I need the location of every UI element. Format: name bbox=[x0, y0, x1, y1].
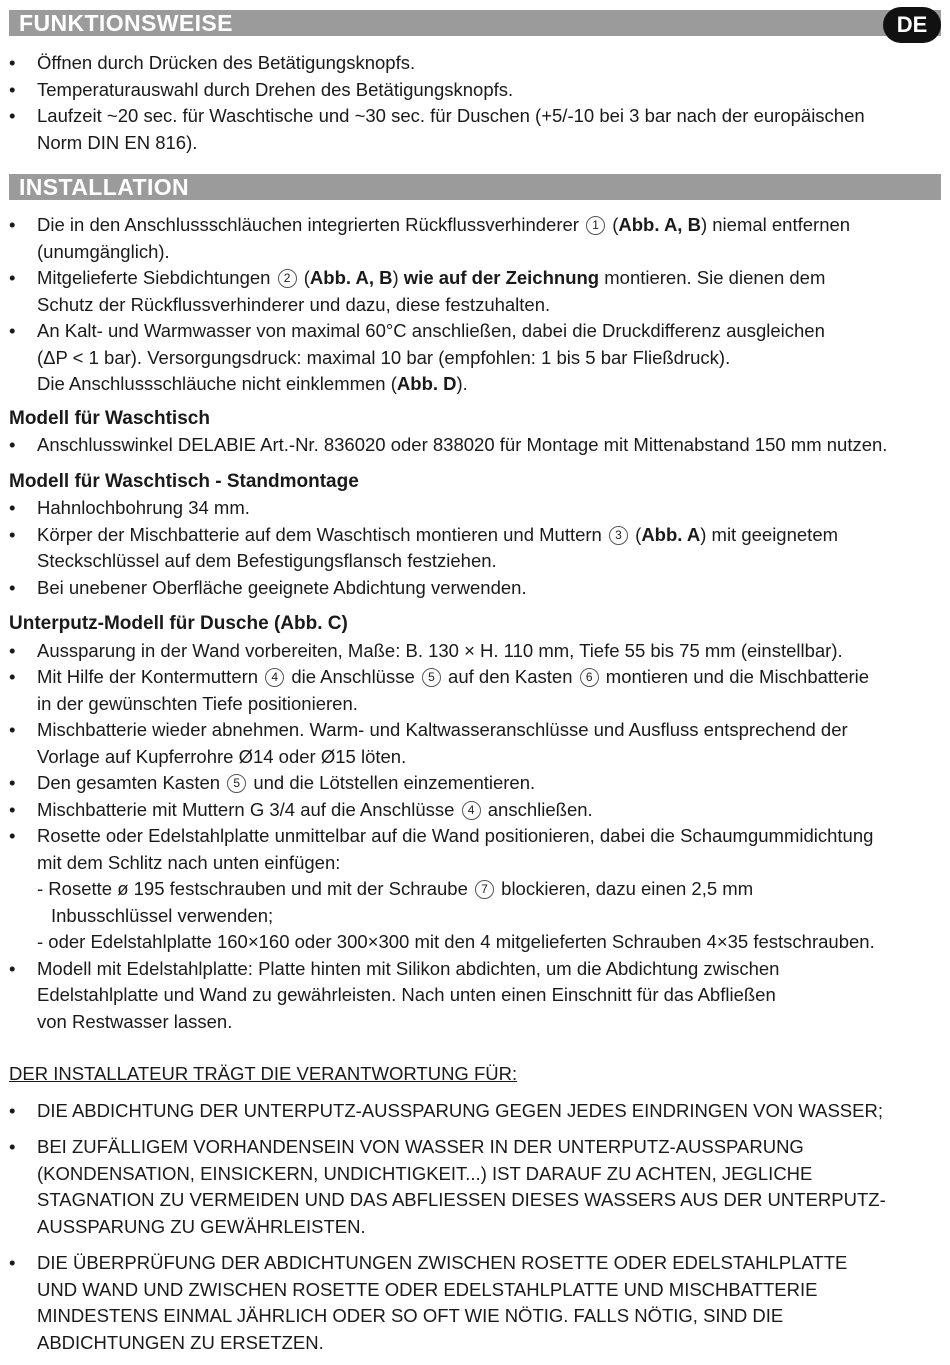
sub-list-item: - oder Edelstahlplatte 160×160 oder 300×300 mit den 4 mitgelieferten Schrauben 4×35 festschrauben. bbox=[37, 931, 875, 952]
list-item: • Temperaturauswahl durch Drehen des Betätigungsknopfs. bbox=[9, 77, 944, 104]
installation-list bbox=[9, 212, 944, 1356]
list-item: • Aussparung in der Wand vorbereiten, Maße: B. 130 × H. 110 mm, Tiefe 55 bis 75 mm (einstellbar). bbox=[9, 638, 944, 665]
subheading-unterputz: Unterputz-Modell für Dusche (Abb. C) bbox=[9, 613, 348, 634]
list-item: • Den gesamten Kasten 5 und die Lötstellen einzementieren. bbox=[9, 770, 944, 797]
subheading-standmontage: Modell für Waschtisch - Standmontage bbox=[9, 470, 359, 492]
callout-number: 7 bbox=[475, 880, 494, 899]
list-item: • BEI ZUFÄLLIGEM VORHANDENSEIN VON WASSER IN DER UNTERPUTZ-AUSSPARUNG (KONDENSATION, EINSICKERN, UNDICHTIGKEIT...) IST DARAUF ZU ACHTEN, JEGLICHE STAGNATION ZU VERMEIDEN UND DAS ABFLIESSEN DIESES WASSERS AUS DER UNTERPUTZ- AUSSPARUNG ZU GEWÄHRLEISTEN. bbox=[9, 1134, 944, 1240]
list-item: • Körper der Mischbatterie auf dem Waschtisch montieren und Muttern 3 (Abb. A) mit geeignetem Steckschlüssel auf dem Befestigungsflansch festziehen. bbox=[9, 522, 944, 575]
section-header-funktionsweise: FUNKTIONSWEISE bbox=[9, 10, 941, 36]
list-item: • Laufzeit ~20 sec. für Waschtische und ~30 sec. für Duschen (+5/-10 bei 3 bar nach der europäischen Norm DIN EN 816). bbox=[9, 103, 944, 156]
list-item: • Die in den Anschlussschläuchen integrierten Rückflussverhinderer 1 (Abb. A, B) niemal entfernen (unumgänglich). bbox=[9, 212, 944, 265]
callout-number: 3 bbox=[609, 526, 628, 545]
callout-number: 5 bbox=[227, 774, 246, 793]
callout-number: 4 bbox=[265, 668, 284, 687]
responsibility-heading: DER INSTALLATEUR TRÄGT DIE VERANTWORTUNG FÜR: bbox=[9, 1063, 518, 1084]
list-item: • Mischbatterie mit Muttern G 3/4 auf die Anschlüsse 4 anschließen. bbox=[9, 797, 944, 824]
funktionsweise-list bbox=[9, 50, 944, 156]
list-item: • Mit Hilfe der Kontermuttern 4 die Anschlüsse 5 auf den Kasten 6 montieren und die Mischbatterie in der gewünschten Tiefe positionieren. bbox=[9, 664, 944, 717]
list-item: • Öffnen durch Drücken des Betätigungsknopfs. bbox=[9, 50, 944, 77]
list-item: • DIE ÜBERPRÜFUNG DER ABDICHTUNGEN ZWISCHEN ROSETTE ODER EDELSTAHLPLATTE UND WAND UND ZWISCHEN ROSETTE ODER EDELSTAHLPLATTE UND MISCHBATTERIE MINDESTENS EINMAL JÄHRLICH ODER SO OFT WIE NÖTIG. FALLS NÖTIG, SIND DIE ABDICHTUNGEN ZU ERSETZEN. bbox=[9, 1250, 944, 1356]
list-item: • DIE ABDICHTUNG DER UNTERPUTZ-AUSSPARUNG GEGEN JEDES EINDRINGEN VON WASSER; bbox=[9, 1098, 944, 1125]
callout-number: 6 bbox=[580, 668, 599, 687]
section-header-installation: INSTALLATION bbox=[9, 174, 941, 200]
callout-number: 5 bbox=[422, 668, 441, 687]
callout-number: 4 bbox=[462, 801, 481, 820]
callout-number: 2 bbox=[278, 269, 297, 288]
list-item: • Anschlusswinkel DELABIE Art.-Nr. 836020 oder 838020 für Montage mit Mittenabstand 150 mm nutzen. bbox=[9, 432, 944, 459]
language-badge: DE bbox=[883, 7, 941, 43]
sub-list-item-continued: Inbusschlüssel verwenden; bbox=[51, 904, 274, 926]
list-item: • Rosette oder Edelstahlplatte unmittelbar auf die Wand positionieren, dabei die Schaumgummidichtung mit dem Schlitz nach unten einfügen: bbox=[9, 823, 944, 876]
list-item: • Hahnlochbohrung 34 mm. bbox=[9, 495, 944, 522]
sub-list-item: - Rosette ø 195 festschrauben und mit der Schraube 7 blockieren, dazu einen 2,5 mm bbox=[37, 878, 754, 899]
list-item: • Mitgelieferte Siebdichtungen 2 (Abb. A, B) wie auf der Zeichnung montieren. Sie dienen dem Schutz der Rückflussverhinderer und dazu, diese festzuhalten. bbox=[9, 265, 944, 318]
list-item: • Modell mit Edelstahlplatte: Platte hinten mit Silikon abdichten, um die Abdichtung zwischen Edelstahlplatte und Wand zu gewährleisten. Nach unten einen Einschnitt für das Abfließen von Restwasser lassen. bbox=[9, 956, 944, 1036]
callout-number: 1 bbox=[586, 216, 605, 235]
list-item: • Mischbatterie wieder abnehmen. Warm- und Kaltwasseranschlüsse und Ausfluss entsprechend der Vorlage auf Kupferrohre Ø14 oder Ø15 löten. bbox=[9, 717, 944, 770]
list-item: • An Kalt- und Warmwasser von maximal 60°C anschließen, dabei die Druckdifferenz ausgleichen (ΔP < 1 bar). Versorgungsdruck: maximal 10 bar (empfohlen: 1 bis 5 bar Fließdruck). Die Anschlussschläuche nicht einklemmen (Abb. D). bbox=[9, 318, 944, 398]
subheading-waschtisch: Modell für Waschtisch bbox=[9, 407, 210, 429]
list-item: • Bei unebener Oberfläche geeignete Abdichtung verwenden. bbox=[9, 575, 944, 602]
